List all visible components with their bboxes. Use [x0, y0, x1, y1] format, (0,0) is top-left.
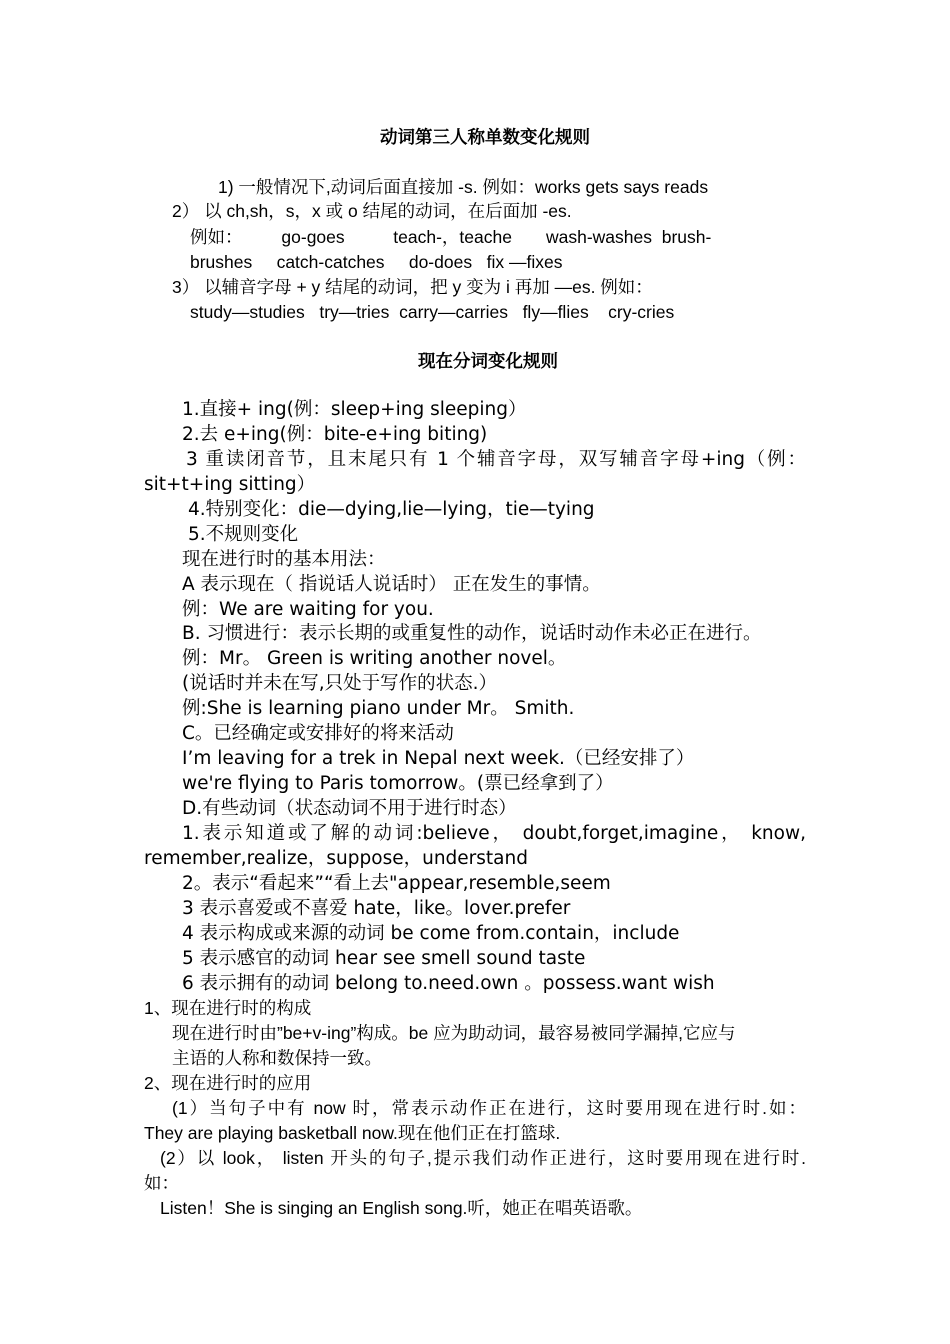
usage-d-1: 1.表示知道或了解的动词:believe， doubt,forget,imagine， know, [182, 823, 806, 844]
application-1: (1）当句子中有 now 时，常表示动作正在进行，这时要用现在进行时.如： [172, 1098, 806, 1118]
participle-rule-4: 4.特别变化：die—dying,lie—lying，tie—tying [188, 499, 595, 520]
usage-b: B. 习惯进行：表示长期的或重复性的动作，说话时动作未必正在进行。 [182, 623, 762, 644]
usage-a-example: 例：We are waiting for you. [182, 599, 434, 620]
rule-1: 1) 一般情况下,动词后面直接加 -s. 例如：works gets says reads [218, 177, 709, 197]
usage-a: A 表示现在（ 指说话人说话时） 正在发生的事情。 [182, 574, 601, 595]
participle-rule-5: 5.不规则变化 [188, 524, 299, 545]
participle-rule-1: 1.直接+ ing(例：sleep+ing sleeping） [182, 399, 527, 420]
rule-2-example-line-2: brushes catch-catches do-does fix —fixes [190, 252, 563, 272]
application-2: (2）以 look， listen 开头的句子,提示我们动作正进行，这时要用现在进行时. [160, 1148, 806, 1168]
usage-d-5: 5 表示感官的动词 hear see smell sound taste [182, 948, 586, 969]
heading-application: 2、现在进行时的应用 [144, 1073, 312, 1093]
rule-3-example: study—studies try—tries carry—carries fly—flies cry-cries [190, 302, 675, 322]
construction-text-cont: 主语的人称和数保持一致。 [172, 1048, 382, 1068]
usage-d-1-cont: remember,realize，suppose，understand [144, 848, 528, 869]
application-1-example: They are playing basketball now.现在他们正在打篮球. [144, 1123, 561, 1143]
usage-c: C。已经确定或安排好的将来活动 [182, 723, 454, 744]
usage-c-example-1: I’m leaving for a trek in Nepal next week.（已经安排了） [182, 748, 695, 769]
application-2-cont: 如： [144, 1173, 179, 1193]
rule-3: 3） 以辅音字母 + y 结尾的动词，把 y 变为 i 再加 —es. 例如： [172, 277, 653, 297]
construction-text: 现在进行时由”be+v-ing”构成。be 应为助动词，最容易被同学漏掉,它应与 [172, 1023, 736, 1043]
participle-rule-3-cont: sit+t+ing sitting） [144, 474, 316, 495]
usage-d-6: 6 表示拥有的动词 belong to.need.own 。possess.want wish [182, 973, 715, 994]
application-2-example: Listen！She is singing an English song.听，她正在唱英语歌。 [160, 1198, 643, 1218]
usage-d: D.有些动词（状态动词不用于进行时态） [182, 798, 517, 819]
participle-rule-3: 3 重读闭音节，且末尾只有 1 个辅音字母，双写辅音字母+ing（例： [186, 449, 806, 470]
usage-b-example: 例：Mr。 Green is writing another novel。 [182, 648, 567, 669]
heading-construction: 1、现在进行时的构成 [144, 998, 312, 1018]
usage-b-note: (说话时并未在写,只处于写作的状态.） [182, 673, 497, 694]
usage-c-example-2: we're flying to Paris tomorrow。(票已经拿到了） [182, 773, 614, 794]
usage-title: 现在进行时的基本用法： [182, 549, 386, 570]
usage-d-3: 3 表示喜爱或不喜爱 hate，like。lover.prefer [182, 898, 571, 919]
rule-2-example-line-1: 例如： go-goes teach-，teache wash-washes brush- [190, 227, 712, 247]
usage-d-4: 4 表示构成或来源的动词 be come from.contain，include [182, 923, 680, 944]
rule-2: 2） 以 ch,sh，s，x 或 o 结尾的动词，在后面加 -es. [172, 201, 572, 221]
usage-b-example-2: 例:She is learning piano under Mr。 Smith. [182, 698, 575, 719]
section1-title: 动词第三人称单数变化规则 [380, 127, 590, 147]
participle-rule-2: 2.去 e+ing(例：bite-e+ing biting) [182, 424, 488, 445]
usage-d-2: 2。表示“看起来”“看上去"appear,resemble,seem [182, 873, 611, 894]
section2-title: 现在分词变化规则 [418, 351, 558, 371]
